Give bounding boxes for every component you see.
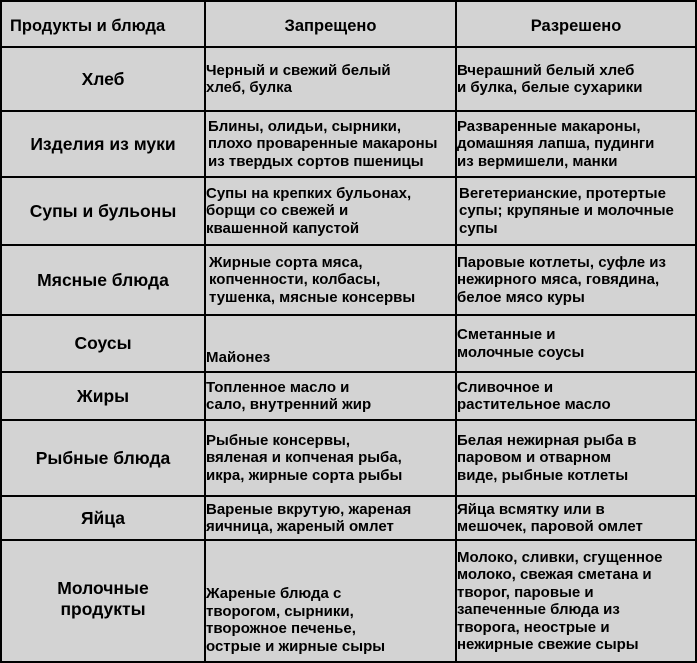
table-row (0, 246, 697, 316)
allowed-cell (457, 541, 697, 663)
forbidden-line: яичница, жареный омлет (206, 518, 394, 535)
forbidden-cell (206, 373, 457, 421)
allowed-line: молоко, свежая сметана и (457, 566, 652, 583)
allowed-line: запеченные блюда из (457, 601, 620, 618)
forbidden-cell (206, 316, 457, 373)
category-cell (0, 316, 206, 373)
category-line: Соусы (74, 333, 132, 353)
forbidden-line: Майонез (206, 348, 271, 366)
forbidden-line: творогом, сырники, (206, 602, 354, 620)
forbidden-line: Топленное масло и (206, 378, 350, 396)
forbidden-line: творожное печенье, (206, 620, 356, 637)
allowed-line: Молоко, сливки, сгущенное (457, 548, 663, 566)
forbidden-line: Жареные блюда с (206, 585, 342, 602)
forbidden-line: Супы на крепких бульонах, (206, 184, 412, 202)
category-line: Рыбные блюда (35, 447, 171, 468)
allowed-line: Вчерашний белый хлеб (457, 61, 635, 79)
table-row (0, 497, 697, 541)
category-line: Яйца (80, 507, 126, 528)
forbidden-cell (206, 421, 457, 497)
allowed-cell (457, 246, 697, 316)
forbidden-line: Черный и свежий белый (206, 61, 391, 79)
table-header (0, 0, 697, 48)
allowed-line: и булка, белые сухарики (457, 79, 643, 96)
forbidden-cell (206, 112, 457, 178)
forbidden-cell (206, 246, 457, 316)
table-row (0, 178, 697, 246)
allowed-cell (457, 421, 697, 497)
allowed-line: Вегетерианские, протертые (459, 184, 666, 202)
allowed-line: Сметанные и (457, 326, 556, 343)
allowed-line: Разваренные макароны, (457, 117, 641, 135)
header-row (0, 0, 697, 48)
forbidden-line: тушенка, мясные консервы (209, 288, 416, 306)
category-line: продукты (60, 599, 146, 619)
forbidden-line: Вареные вкрутую, жареная (206, 500, 412, 518)
forbidden-line: Рыбные консервы, (206, 431, 351, 449)
allowed-line: паровом и отварном (457, 449, 612, 467)
allowed-line: Сливочное и (457, 378, 554, 396)
table-row (0, 48, 697, 112)
allowed-line: растительное масло (457, 396, 611, 413)
allowed-line: молочные соусы (457, 343, 585, 361)
category-cell (0, 373, 206, 421)
category-cell (0, 421, 206, 497)
allowed-line: супы; крупяные и молочные (459, 202, 674, 220)
category-cell (0, 178, 206, 246)
allowed-cell (457, 316, 697, 373)
forbidden-line: икра, жирные сорта рыбы (206, 466, 403, 484)
allowed-line: из вермишели, манки (457, 152, 618, 170)
category-cell (0, 112, 206, 178)
allowed-cell (457, 48, 697, 112)
category-cell (0, 48, 206, 112)
forbidden-line: вяленая и копченая рыба, (206, 449, 402, 467)
allowed-line: нежирные свежие сыры (457, 636, 639, 653)
forbidden-cell (206, 178, 457, 246)
allowed-line: белое мясо куры (457, 288, 585, 306)
header-forbidden: Запрещено (206, 0, 457, 48)
table-body (0, 48, 697, 663)
category-line: Жиры (76, 385, 130, 406)
allowed-cell (457, 497, 697, 541)
category-line: Мясные блюда (37, 269, 169, 290)
forbidden-line: хлеб, булка (206, 79, 293, 96)
allowed-line: мешочек, паровой омлет (457, 518, 643, 535)
allowed-line: Яйца всмятку или в (457, 500, 605, 518)
forbidden-cell (206, 48, 457, 112)
category-line: Супы и бульоны (29, 200, 177, 221)
forbidden-line: плохо проваренные макароны (208, 135, 438, 153)
forbidden-line: острые и жирные сыры (206, 637, 386, 655)
category-line: Хлеб (81, 68, 125, 89)
forbidden-line: Жирные сорта мяса, (209, 253, 363, 271)
forbidden-cell (206, 541, 457, 663)
forbidden-cell (206, 497, 457, 541)
category-cell (0, 246, 206, 316)
category-cell (0, 497, 206, 541)
header-products: Продукты и блюда (0, 0, 206, 48)
forbidden-line: борщи со свежей и (206, 202, 349, 220)
forbidden-line: копченности, колбасы, (209, 271, 381, 289)
allowed-line: домашняя лапша, пудинги (457, 135, 655, 153)
forbidden-line: Блины, олидьи, сырники, (208, 117, 402, 135)
allowed-line: виде, рыбные котлеты (457, 466, 629, 484)
table-row (0, 373, 697, 421)
allowed-line: творога, неострые и (457, 618, 610, 636)
table-row (0, 421, 697, 497)
forbidden-line: из твердых сортов пшеницы (208, 152, 424, 170)
allowed-line: Белая нежирная рыба в (457, 431, 637, 449)
allowed-cell (457, 112, 697, 178)
allowed-cell (457, 178, 697, 246)
allowed-line: нежирного мяса, говядина, (457, 271, 660, 289)
allowed-line: супы (459, 219, 498, 237)
forbidden-line: сало, внутренний жир (206, 396, 372, 413)
category-line: Изделия из муки (30, 133, 176, 154)
category-line: Молочные (57, 578, 149, 598)
allowed-line: Паровые котлеты, суфле из (457, 253, 666, 271)
allowed-cell (457, 373, 697, 421)
table-row (0, 541, 697, 663)
allowed-line: творог, паровые и (457, 583, 594, 601)
header-allowed: Разрешено (457, 0, 697, 48)
table-row (0, 112, 697, 178)
table-row (0, 316, 697, 373)
category-cell (0, 541, 206, 663)
forbidden-line: квашенной капустой (206, 219, 360, 237)
